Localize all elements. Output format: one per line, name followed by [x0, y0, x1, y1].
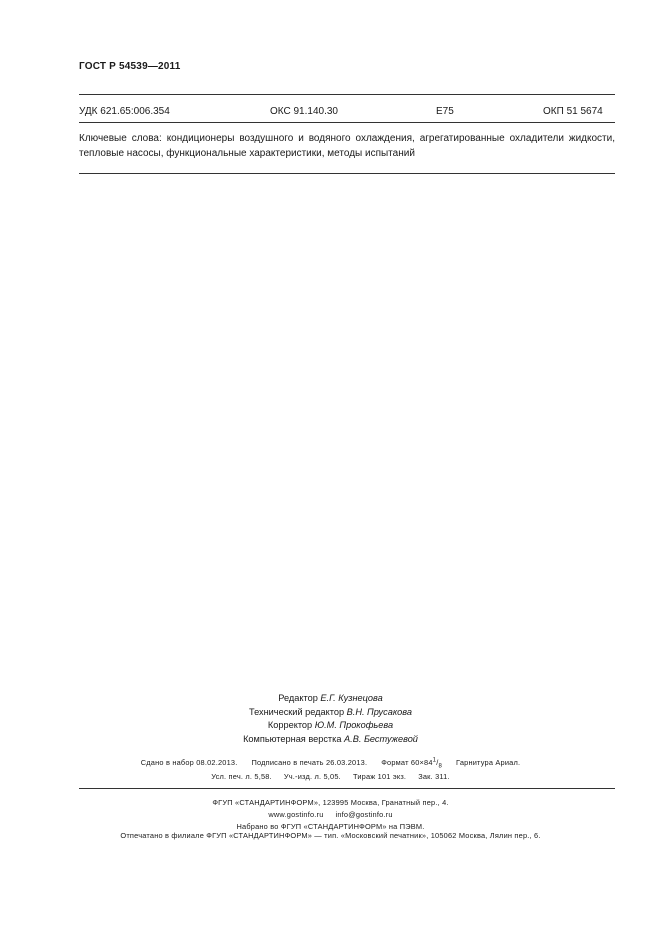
credit-proofreader — [0, 719, 661, 733]
publisher-contacts — [0, 810, 661, 819]
format-prefix: Формат 60×84 — [381, 758, 433, 767]
keywords: Ключевые слова: кондиционеры воздушного и водяного охлаждения, агрегатированные охладители жидкости, тепловые насосы, функциональные характеристики, методы испытаний — [79, 133, 615, 159]
order-number: Зак. 311. — [418, 772, 450, 781]
credit-person: Ю.М. Прокофьева — [314, 720, 394, 730]
credit-role: Компьютерная верстка — [243, 733, 342, 744]
paper-format: Формат $60\times 84^1/_8$ — [381, 757, 443, 770]
credit-person: Е.Г. Кузнецова — [320, 693, 383, 703]
credit-person: А.В. Бестужевой — [344, 733, 418, 744]
print-sheets: Усл. печ. л. 5,58. — [211, 772, 272, 781]
credits-block — [0, 692, 661, 746]
format-denominator: 8 — [438, 763, 443, 770]
typeset-note: Набрано во ФГУП «СТАНДАРТИНФОРМ» на ПЭВМ. — [236, 822, 425, 831]
submitted-date: Сдано в набор 08.02.2013. — [140, 758, 238, 767]
credit-person: В.Н. Прусакова — [346, 706, 412, 717]
circulation: Тираж 101 экз. — [352, 772, 407, 781]
credit-role: Редактор — [278, 693, 318, 703]
credit-role: Корректор — [267, 720, 313, 730]
credit-role: Технический редактор — [249, 706, 345, 717]
publisher-website[interactable]: www.gostinfo.ru — [268, 810, 324, 819]
publisher-email[interactable]: info@gostinfo.ru — [335, 810, 393, 819]
group-code: Е75 — [436, 106, 454, 117]
print-info-line1 — [0, 757, 661, 770]
okp-code: ОКП 51 5674 — [543, 106, 603, 117]
format-numerator: 1 — [432, 757, 437, 764]
credit-tech-editor — [0, 706, 661, 720]
printing-note: Отпечатано в филиале ФГУП «СТАНДАРТИНФОРМ» — тип. «Московский печатник», 105062 Москва, Лялин пер., 6. — [120, 831, 541, 840]
keywords-divider — [79, 173, 615, 174]
oks-code: ОКС 91.140.30 — [270, 106, 338, 117]
signed-date: Подписано в печать 26.03.2013. — [251, 758, 368, 767]
standard-code: ГОСТ Р 54539—2011 — [79, 61, 181, 72]
top-divider — [79, 94, 615, 95]
pub-sheets: Уч.-изд. л. 5,05. — [283, 772, 341, 781]
credit-editor — [0, 692, 661, 706]
publisher-divider — [79, 788, 615, 789]
credit-layout — [0, 733, 661, 747]
classification-divider — [79, 122, 615, 123]
print-info-line2 — [0, 772, 661, 781]
publisher-address: ФГУП «СТАНДАРТИНФОРМ», 123995 Москва, Гранатный пер., 4. — [212, 798, 449, 807]
udk-code: УДК 621.65:006.354 — [79, 106, 170, 117]
typeface: Гарнитура Ариал. — [456, 758, 521, 767]
